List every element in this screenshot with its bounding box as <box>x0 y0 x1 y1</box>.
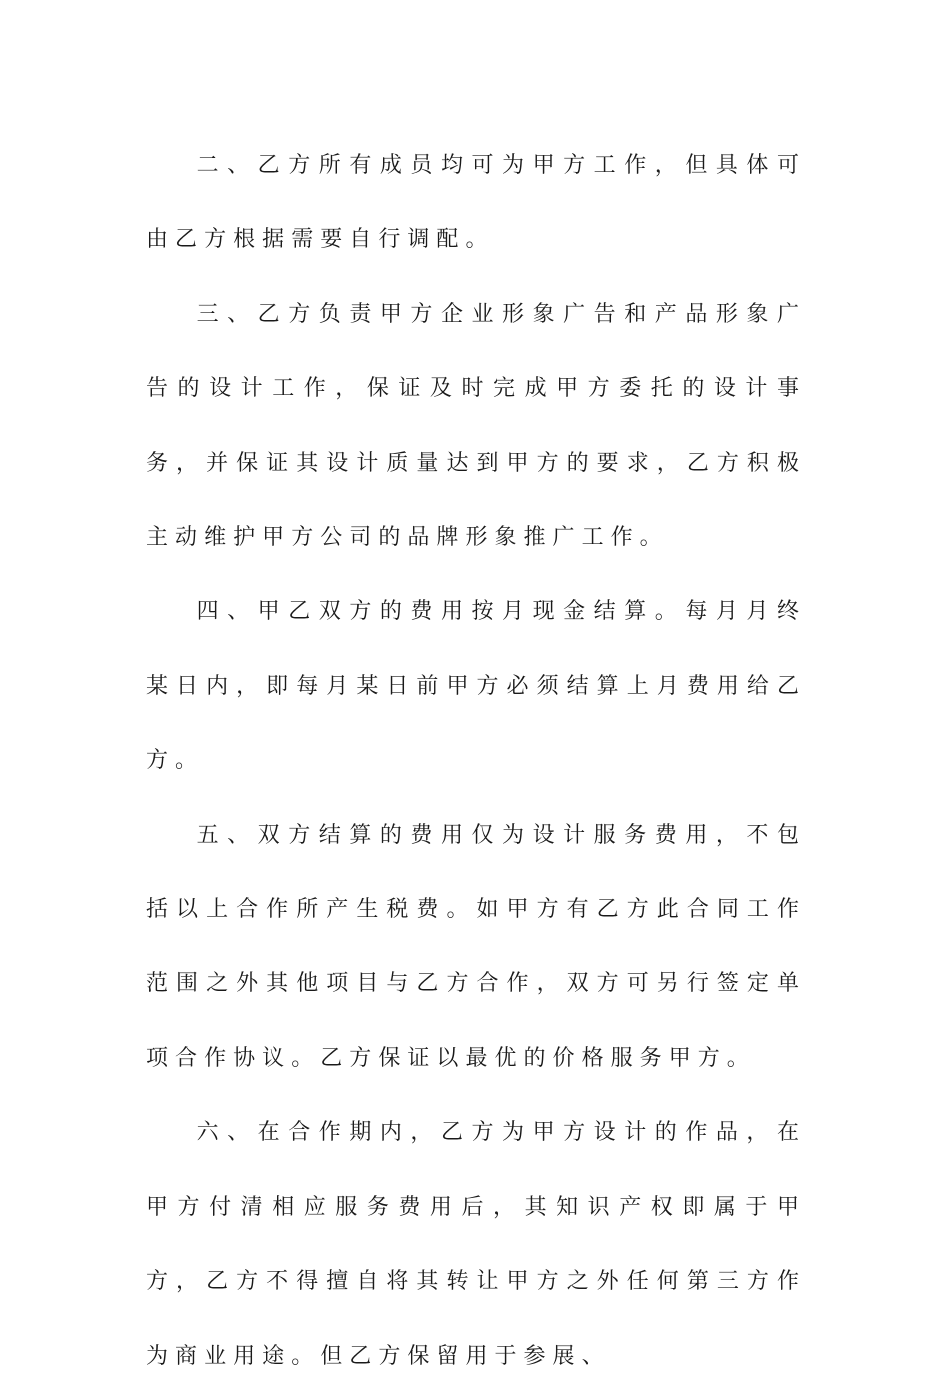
clause-4-paragraph: 四、甲乙双方的费用按月现金结算。每月月终某日内，即每月某日前甲方必须结算上月费用给乙方。 <box>146 599 806 774</box>
clause-2-paragraph: 二、乙方所有成员均可为甲方工作，但具体可由乙方根据需要自行调配。 <box>146 153 806 253</box>
contract-body <box>146 129 806 1394</box>
clause-5-paragraph: 五、双方结算的费用仅为设计服务费用，不包括以上合作所产生税费。如甲方有乙方此合同工作范围之外其他项目与乙方合作，双方可另行签定单项合作协议。乙方保证以最优的价格服务甲方。 <box>146 822 806 1071</box>
clause-3-paragraph: 三、乙方负责甲方企业形象广告和产品形象广告的设计工作，保证及时完成甲方委托的设计事务，并保证其设计质量达到甲方的要求，乙方积极主动维护甲方公司的品牌形象推广工作。 <box>146 301 806 551</box>
clause-6-paragraph: 六、在合作期内，乙方为甲方设计的作品，在甲方付清相应服务费用后，其知识产权即属于甲方，乙方不得擅自将其转让甲方之外任何第三方作为商业用途。但乙方保留用于参展、 <box>146 1120 806 1369</box>
